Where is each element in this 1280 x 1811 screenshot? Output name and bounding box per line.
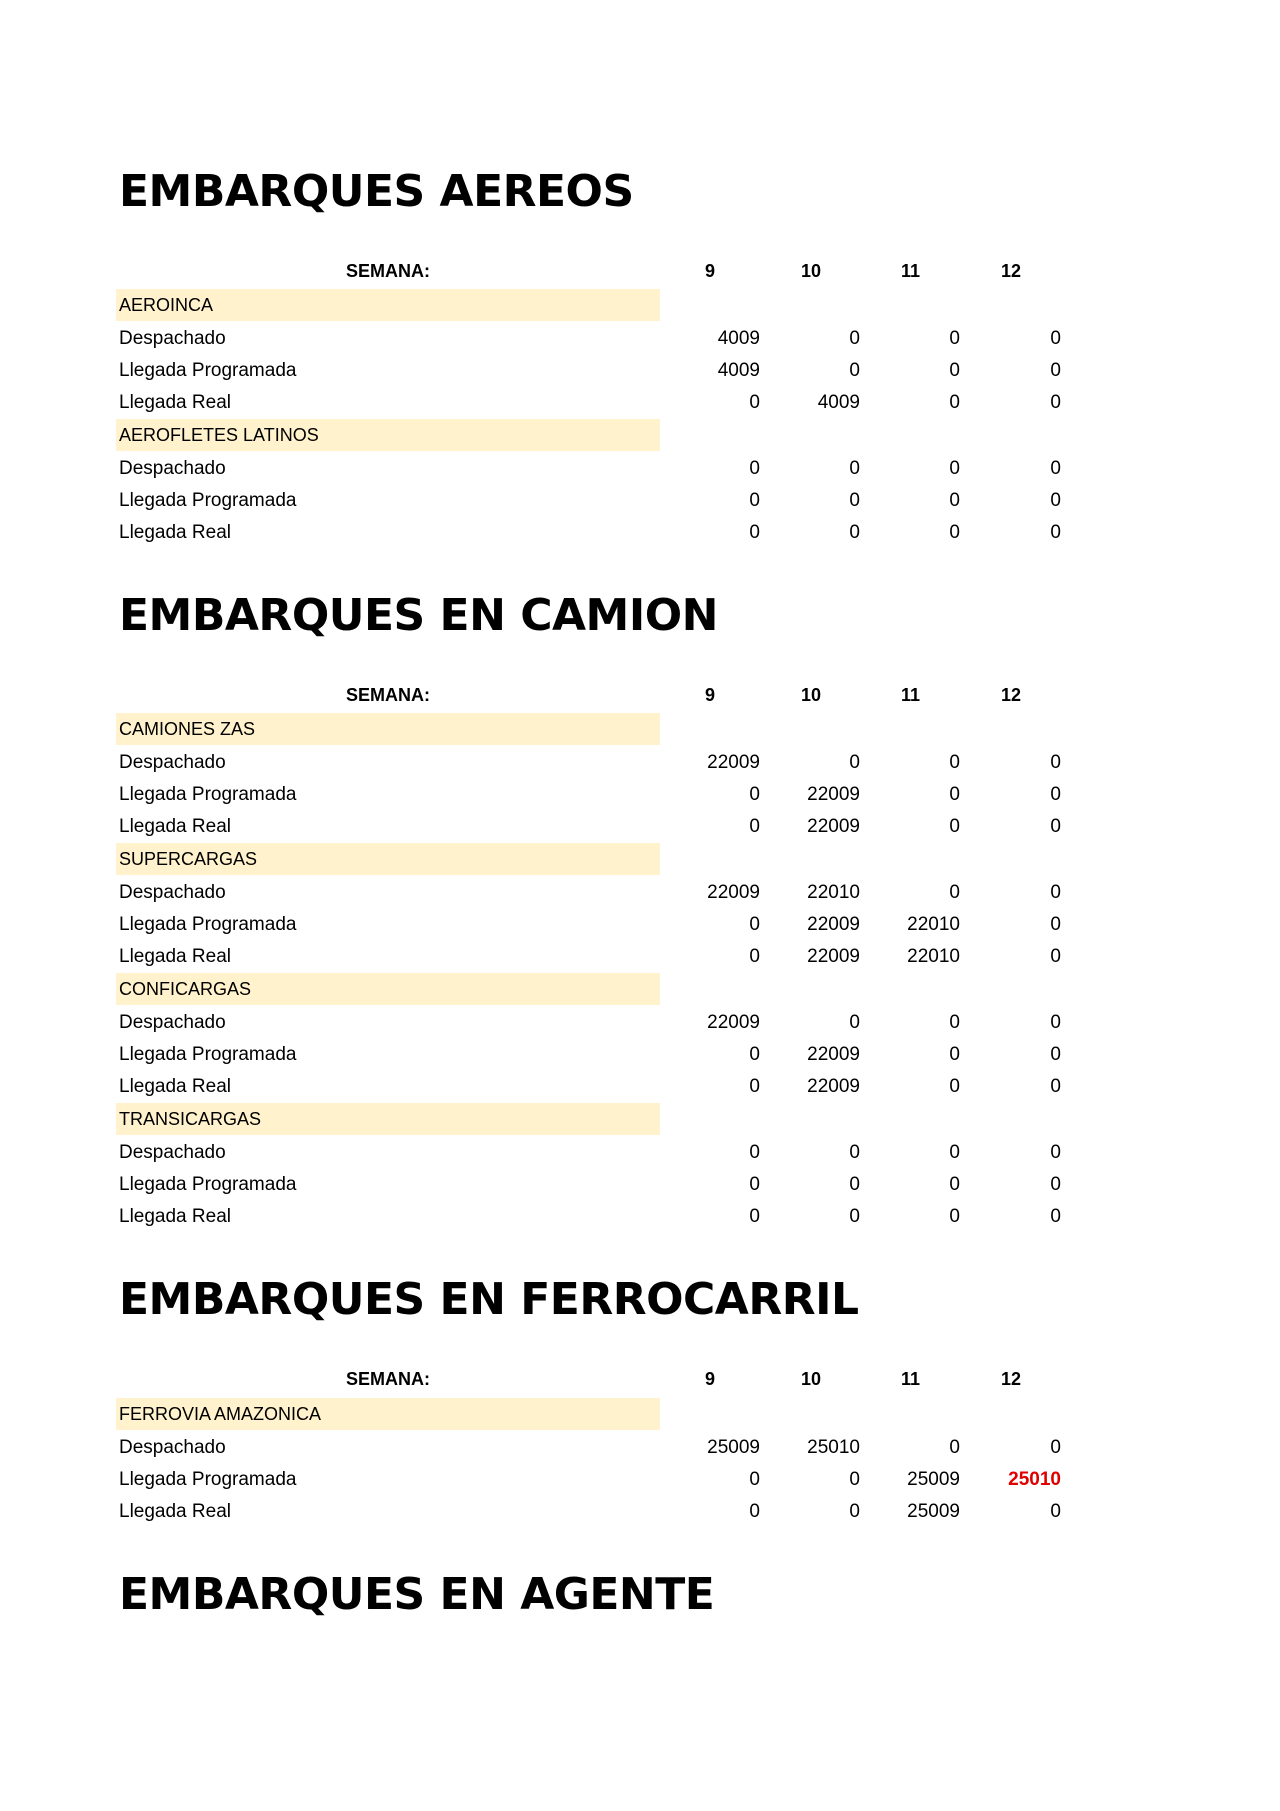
week-header-row xyxy=(116,679,1076,711)
row-label: Llegada Real xyxy=(119,522,231,543)
cell-week-9: 0 xyxy=(749,1076,760,1097)
cell-week-12: 0 xyxy=(1050,946,1061,967)
table-row xyxy=(116,1169,1076,1201)
row-label: Despachado xyxy=(119,882,226,903)
row-label: Despachado xyxy=(119,1437,226,1458)
cell-week-11: 0 xyxy=(949,1142,960,1163)
carrier-row xyxy=(116,289,1076,321)
cell-week-10: 0 xyxy=(849,1469,860,1490)
carrier-row xyxy=(116,1398,1076,1430)
table-row xyxy=(116,877,1076,909)
row-label: Llegada Programada xyxy=(119,490,297,511)
cell-week-10: 0 xyxy=(849,1501,860,1522)
cell-week-9: 4009 xyxy=(717,360,760,381)
cell-week-12: 0 xyxy=(1050,1437,1061,1458)
cell-week-10: 4009 xyxy=(817,392,860,413)
cell-week-10: 22010 xyxy=(807,882,860,903)
cell-week-11: 0 xyxy=(949,1206,960,1227)
cell-week-9: 0 xyxy=(749,914,760,935)
cell-week-9: 4009 xyxy=(717,328,760,349)
week-11: 11 xyxy=(901,685,921,705)
table-row xyxy=(116,747,1076,779)
week-11: 11 xyxy=(901,261,921,281)
week-9: 9 xyxy=(705,685,716,705)
cell-week-12-highlighted: 25010 xyxy=(1008,1469,1061,1490)
cell-week-9: 0 xyxy=(749,784,760,805)
week-10: 10 xyxy=(801,1369,822,1389)
cell-week-12: 0 xyxy=(1050,752,1061,773)
table-row xyxy=(116,909,1076,941)
carrier-row xyxy=(116,843,1076,875)
cell-week-12: 0 xyxy=(1050,522,1061,543)
cell-week-12: 0 xyxy=(1050,1012,1061,1033)
table-row xyxy=(116,1464,1076,1496)
section-title: EMBARQUES EN CAMION xyxy=(119,590,718,641)
week-label: SEMANA: xyxy=(346,685,430,705)
row-label: Llegada Real xyxy=(119,1501,231,1522)
row-label: Llegada Real xyxy=(119,392,231,413)
section-title: EMBARQUES EN AGENTE xyxy=(119,1569,715,1620)
table-row xyxy=(116,1071,1076,1103)
cell-week-9: 0 xyxy=(749,1142,760,1163)
table-row xyxy=(116,1432,1076,1464)
cell-week-11: 25009 xyxy=(907,1469,960,1490)
cell-week-10: 0 xyxy=(849,1174,860,1195)
week-label: SEMANA: xyxy=(346,261,430,281)
cell-week-10: 0 xyxy=(849,1012,860,1033)
cell-week-11: 0 xyxy=(949,1044,960,1065)
row-label: Llegada Programada xyxy=(119,360,297,381)
row-label: Llegada Real xyxy=(119,1076,231,1097)
row-label: Despachado xyxy=(119,1012,226,1033)
carrier-row xyxy=(116,973,1076,1005)
week-12: 12 xyxy=(1001,261,1022,281)
table-row xyxy=(116,779,1076,811)
cell-week-11: 0 xyxy=(949,458,960,479)
cell-week-9: 25009 xyxy=(707,1437,760,1458)
carrier-row xyxy=(116,713,1076,745)
row-label: Despachado xyxy=(119,458,226,479)
cell-week-9: 22009 xyxy=(707,1012,760,1033)
cell-week-12: 0 xyxy=(1050,914,1061,935)
cell-week-12: 0 xyxy=(1050,882,1061,903)
cell-week-12: 0 xyxy=(1050,1142,1061,1163)
row-label: Llegada Real xyxy=(119,1206,231,1227)
cell-week-12: 0 xyxy=(1050,1206,1061,1227)
table-row xyxy=(116,453,1076,485)
week-9: 9 xyxy=(705,261,716,281)
row-label: Llegada Programada xyxy=(119,1174,297,1195)
row-label: Llegada Programada xyxy=(119,1469,297,1490)
cell-week-12: 0 xyxy=(1050,1174,1061,1195)
cell-week-10: 22009 xyxy=(807,946,860,967)
carrier-name: SUPERCARGAS xyxy=(119,849,258,869)
cell-week-10: 0 xyxy=(849,328,860,349)
row-label: Llegada Programada xyxy=(119,914,297,935)
cell-week-10: 22009 xyxy=(807,1044,860,1065)
carrier-name: FERROVIA AMAZONICA xyxy=(119,1404,322,1424)
cell-week-12: 0 xyxy=(1050,458,1061,479)
week-12: 12 xyxy=(1001,685,1022,705)
row-label: Despachado xyxy=(119,1142,226,1163)
table-row xyxy=(116,517,1076,549)
table-row xyxy=(116,1039,1076,1071)
cell-week-11: 22010 xyxy=(907,914,960,935)
carrier-row xyxy=(116,1103,1076,1135)
cell-week-11: 0 xyxy=(949,784,960,805)
table-row xyxy=(116,387,1076,419)
week-10: 10 xyxy=(801,685,822,705)
week-11: 11 xyxy=(901,1369,921,1389)
cell-week-12: 0 xyxy=(1050,1044,1061,1065)
cell-week-10: 22009 xyxy=(807,1076,860,1097)
week-header-row xyxy=(116,255,1076,287)
carrier-name: CAMIONES ZAS xyxy=(119,719,256,739)
cell-week-12: 0 xyxy=(1050,490,1061,511)
table-row xyxy=(116,1496,1076,1528)
week-12: 12 xyxy=(1001,1369,1022,1389)
row-label: Llegada Programada xyxy=(119,1044,297,1065)
cell-week-10: 0 xyxy=(849,360,860,381)
cell-week-9: 0 xyxy=(749,490,760,511)
row-label: Despachado xyxy=(119,328,226,349)
section-title: EMBARQUES AEREOS xyxy=(119,166,634,217)
cell-week-9: 0 xyxy=(749,816,760,837)
cell-week-10: 25010 xyxy=(807,1437,860,1458)
cell-week-10: 0 xyxy=(849,1206,860,1227)
table-row xyxy=(116,811,1076,843)
table-row xyxy=(116,941,1076,973)
table-row xyxy=(116,355,1076,387)
section-title: EMBARQUES EN FERROCARRIL xyxy=(119,1274,859,1325)
carrier-name: AEROINCA xyxy=(119,295,214,315)
cell-week-9: 0 xyxy=(749,392,760,413)
week-10: 10 xyxy=(801,261,822,281)
table-row xyxy=(116,1137,1076,1169)
carrier-name: AEROFLETES LATINOS xyxy=(119,425,319,445)
cell-week-9: 0 xyxy=(749,1174,760,1195)
row-label: Despachado xyxy=(119,752,226,773)
cell-week-9: 0 xyxy=(749,1501,760,1522)
cell-week-10: 0 xyxy=(849,1142,860,1163)
cell-week-11: 0 xyxy=(949,882,960,903)
cell-week-10: 22009 xyxy=(807,914,860,935)
week-header-row xyxy=(116,1363,1076,1395)
cell-week-9: 0 xyxy=(749,522,760,543)
cell-week-11: 0 xyxy=(949,360,960,381)
week-9: 9 xyxy=(705,1369,716,1389)
cell-week-11: 22010 xyxy=(907,946,960,967)
cell-week-11: 0 xyxy=(949,816,960,837)
cell-week-10: 0 xyxy=(849,490,860,511)
cell-week-9: 0 xyxy=(749,1206,760,1227)
table-row xyxy=(116,323,1076,355)
cell-week-11: 0 xyxy=(949,1012,960,1033)
cell-week-9: 22009 xyxy=(707,752,760,773)
cell-week-12: 0 xyxy=(1050,392,1061,413)
cell-week-12: 0 xyxy=(1050,1501,1061,1522)
cell-week-10: 0 xyxy=(849,522,860,543)
cell-week-12: 0 xyxy=(1050,328,1061,349)
cell-week-12: 0 xyxy=(1050,784,1061,805)
carrier-name: CONFICARGAS xyxy=(119,979,252,999)
table-row xyxy=(116,1007,1076,1039)
cell-week-9: 0 xyxy=(749,1044,760,1065)
cell-week-9: 0 xyxy=(749,458,760,479)
cell-week-10: 0 xyxy=(849,458,860,479)
cell-week-11: 0 xyxy=(949,392,960,413)
cell-week-11: 0 xyxy=(949,490,960,511)
cell-week-11: 25009 xyxy=(907,1501,960,1522)
cell-week-11: 0 xyxy=(949,1174,960,1195)
cell-week-10: 0 xyxy=(849,752,860,773)
table-row xyxy=(116,485,1076,517)
cell-week-11: 0 xyxy=(949,328,960,349)
cell-week-10: 22009 xyxy=(807,816,860,837)
cell-week-9: 0 xyxy=(749,946,760,967)
cell-week-11: 0 xyxy=(949,752,960,773)
cell-week-12: 0 xyxy=(1050,1076,1061,1097)
row-label: Llegada Real xyxy=(119,816,231,837)
cell-week-10: 22009 xyxy=(807,784,860,805)
row-label: Llegada Real xyxy=(119,946,231,967)
row-label: Llegada Programada xyxy=(119,784,297,805)
cell-week-9: 0 xyxy=(749,1469,760,1490)
cell-week-12: 0 xyxy=(1050,816,1061,837)
cell-week-11: 0 xyxy=(949,1076,960,1097)
carrier-row xyxy=(116,419,1076,451)
week-label: SEMANA: xyxy=(346,1369,430,1389)
cell-week-9: 22009 xyxy=(707,882,760,903)
carrier-name: TRANSICARGAS xyxy=(119,1109,262,1129)
cell-week-12: 0 xyxy=(1050,360,1061,381)
cell-week-11: 0 xyxy=(949,1437,960,1458)
cell-week-11: 0 xyxy=(949,522,960,543)
table-row xyxy=(116,1201,1076,1233)
